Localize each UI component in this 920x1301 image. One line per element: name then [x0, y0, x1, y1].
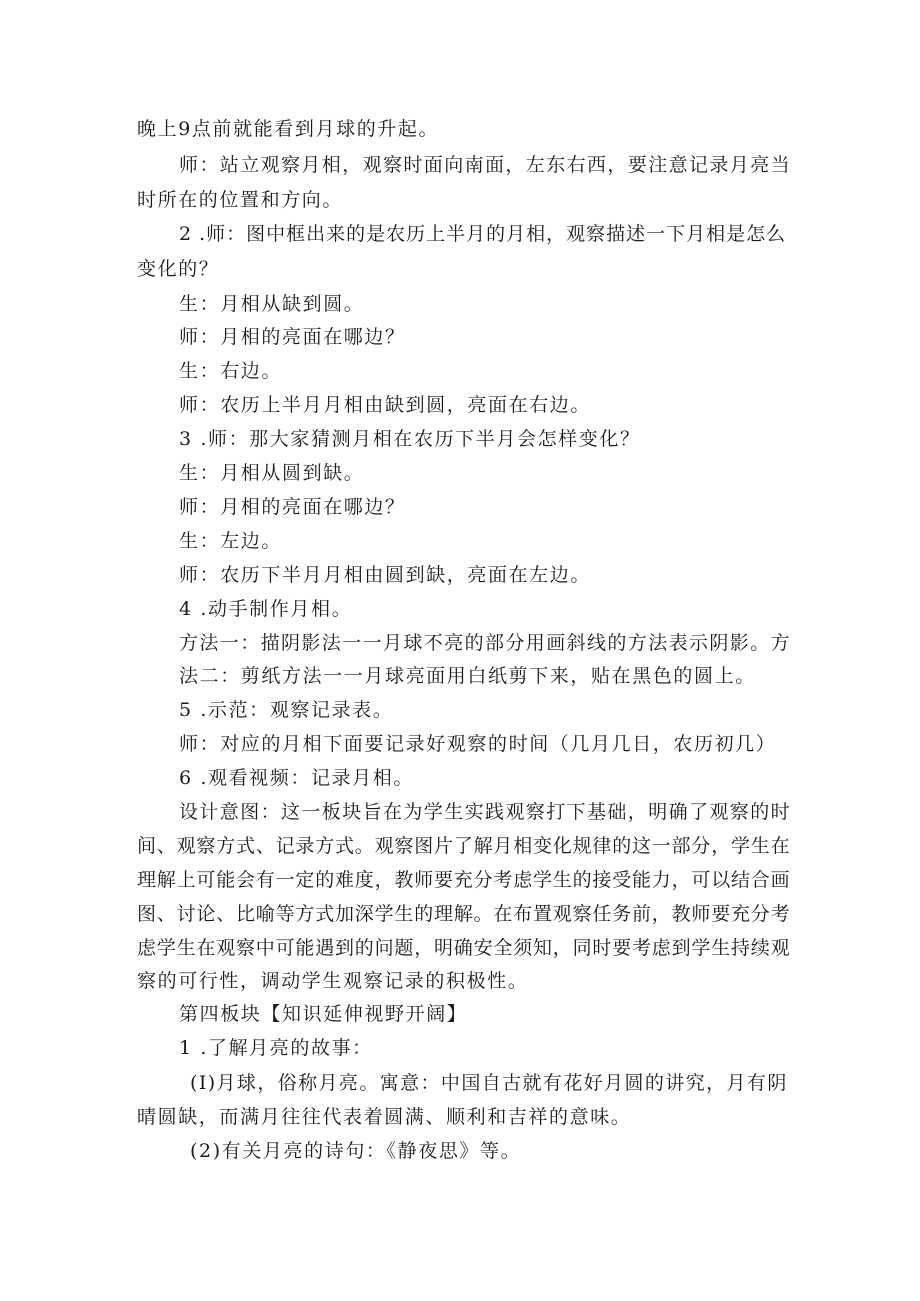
text-line: 生：月相从圆到缺。 [179, 462, 365, 484]
text-line: 图、讨论、比喻等方式加深学生的理解。在布置观察任务前，教师要充分考 [137, 903, 791, 925]
text-line: 1 .了解月亮的故事： [179, 1037, 373, 1059]
text-line: 3 .师：那大家猜测月相在农历下半月会怎样变化？ [179, 428, 641, 450]
text-line: 4 .动手制作月相。 [179, 598, 353, 620]
text-line: (I)月球，俗称月亮。寓意：中国自古就有花好月圆的讲究，月有阴 [190, 1072, 788, 1094]
text-line: 设计意图：这一板块旨在为学生实践观察打下基础，明确了观察的时 [179, 801, 792, 823]
section-heading: 第四板块【知识延伸视野开阔】 [179, 1003, 468, 1025]
text-line: 6 .观看视频：记录月相。 [179, 767, 414, 789]
text-line: 师：农历下半月月相由圆到缺，亮面在左边。 [179, 564, 592, 586]
text-line: 2 .师：图中框出来的是农历上半月的月相，观察描述一下月相是怎么 [179, 223, 787, 245]
text-line: (2)有关月亮的诗句：《静夜思》等。 [190, 1140, 522, 1162]
text-line: 晚上9点前就能看到月球的升起。 [137, 118, 440, 140]
text-line: 变化的？ [137, 258, 220, 280]
text-line: 生：右边。 [179, 360, 283, 382]
text-line: 5 .示范：观察记录表。 [179, 699, 394, 721]
text-line: 师：月相的亮面在哪边？ [179, 496, 406, 518]
text-line: 法二：剪纸方法一一月球亮面用白纸剪下来，贴在黑色的圆上。 [179, 665, 756, 687]
text-line: 生：左边。 [179, 530, 283, 552]
text-line: 师：站立观察月相，观察时面向南面，左东右西，要注意记录月亮当 [179, 154, 792, 176]
text-line: 师：农历上半月月相由缺到圆，亮面在右边。 [179, 394, 592, 416]
text-line: 虑学生在观察中可能遇到的问题，明确安全须知，同时要考虑到学生持续观 [137, 937, 791, 959]
text-line: 方法一：描阴影法一一月球不亮的部分用画斜线的方法表示阴影。方 [179, 632, 792, 654]
text-line: 晴圆缺，而满月往往代表着圆满、顺利和吉祥的意味。 [137, 1106, 632, 1128]
text-line: 察的可行性，调动学生观察记录的积极性。 [137, 970, 529, 992]
text-line: 师：月相的亮面在哪边？ [179, 326, 406, 348]
text-line: 间、观察方式、记录方式。观察图片了解月相变化规律的这一部分，学生在 [137, 835, 791, 857]
text-line: 理解上可能会有一定的难度，教师要充分考虑学生的接受能力，可以结合画 [137, 869, 791, 891]
text-line: 时所在的位置和方向。 [137, 189, 344, 211]
text-line: 师：对应的月相下面要记录好观察的时间（几月几日，农历初几） [179, 733, 777, 755]
text-line: 生：月相从缺到圆。 [179, 293, 365, 315]
